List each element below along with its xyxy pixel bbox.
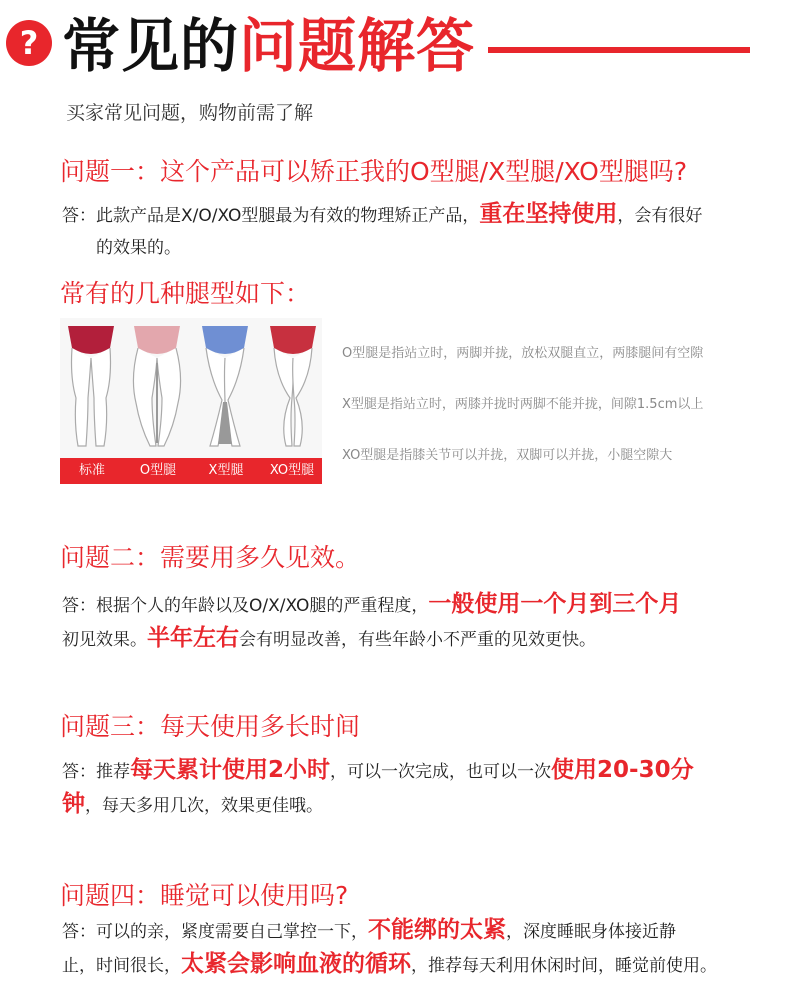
answer-2-highlight-1: 一般使用一个月到三个月	[428, 591, 682, 617]
answer-2	[62, 588, 762, 656]
answer-2-text-c: 会有明显改善，有些年龄小不严重的见效更快。	[239, 630, 596, 650]
answer-3-text-b: ，可以一次完成，也可以一次	[330, 762, 552, 782]
answer-4-text-d: ，推荐每天利用休闲时间，睡觉前使用。	[411, 956, 717, 976]
answer-3-line-2	[62, 788, 762, 822]
question-mark-icon: ?	[6, 20, 52, 66]
answer-4-text-b: ，深度睡眠身体接近静	[506, 922, 676, 942]
answer-4-highlight-2: 太紧会影响血液的循环	[181, 951, 411, 977]
title-black-part: 常见的	[62, 12, 240, 80]
answer-4-highlight-1: 不能绑的太紧	[368, 917, 506, 943]
leg-standard	[68, 326, 114, 446]
answer-3-highlight-1: 每天累计使用2小时	[130, 757, 331, 783]
answer-3-text-c: ，每天多用几次，效果更佳哦。	[85, 796, 323, 816]
answer-4-line-2	[62, 948, 762, 982]
leg-x-type	[202, 326, 248, 446]
answer-2-text-a: 答：根据个人的年龄以及O/X/XO腿的严重程度，	[62, 596, 429, 616]
answer-1	[62, 198, 762, 264]
leg-o-type	[133, 326, 180, 446]
answer-3-text-a: 答：推荐	[62, 762, 130, 782]
answer-1-highlight: 重在坚持使用	[479, 201, 618, 227]
leg-types-figure	[60, 318, 322, 484]
label-standard: 标准	[78, 463, 105, 478]
leg-xo-type	[270, 326, 316, 446]
label-x-legs: X型腿	[208, 463, 244, 478]
answer-2-line-2	[62, 622, 762, 656]
subtitle: 买家常见问题，购物前需了解	[66, 102, 314, 124]
answer-2-line-1	[62, 588, 762, 622]
title-red-part: 问题解答	[239, 12, 476, 80]
answer-1-text-a: 答：此款产品是X/O/XO型腿最为有效的物理矫正产品，	[62, 206, 480, 226]
answer-4-line-1	[62, 914, 762, 948]
answer-2-highlight-2: 半年左右	[147, 625, 239, 651]
question-4: 问题四：睡觉可以使用吗?	[60, 881, 349, 910]
answer-1-text-b: ，会有很好	[617, 206, 703, 226]
answer-4-text-c: 止，时间很长，	[62, 956, 181, 976]
answer-1-text-c: 的效果的。	[96, 238, 181, 258]
desc-o-legs: O型腿是指站立时，两脚并拢，放松双腿直立，两膝腿间有空隙	[342, 346, 704, 361]
question-2: 问题二：需要用多久见效。	[60, 543, 361, 572]
desc-x-legs: X型腿是指站立时，两膝并拢时两脚不能并拢，间隙1.5cm以上	[342, 397, 704, 412]
title-divider	[488, 47, 750, 53]
answer-4-text-a: 答：可以的亲，紧度需要自己掌控一下，	[62, 922, 368, 942]
answer-3-highlight-2: 使用20-30分	[551, 757, 694, 783]
leg-types-heading: 常有的几种腿型如下：	[60, 279, 311, 308]
answer-3-line-1	[62, 754, 762, 788]
question-1: 问题一：这个产品可以矫正我的O型腿/X型腿/XO型腿吗?	[60, 157, 688, 186]
label-xo-legs: XO型腿	[269, 463, 315, 478]
desc-xo-legs: XO型腿是指膝关节可以并拢，双脚可以并拢，小腿空隙大	[342, 448, 673, 463]
answer-3-highlight-3: 钟	[62, 791, 85, 817]
answer-3	[62, 754, 762, 822]
page-title	[62, 6, 475, 86]
answer-2-text-b: 初见效果。	[62, 630, 147, 650]
label-o-legs: O型腿	[139, 463, 177, 478]
question-3: 问题三：每天使用多长时间	[60, 712, 361, 741]
legs-illustration	[60, 318, 322, 458]
answer-4	[62, 914, 762, 982]
